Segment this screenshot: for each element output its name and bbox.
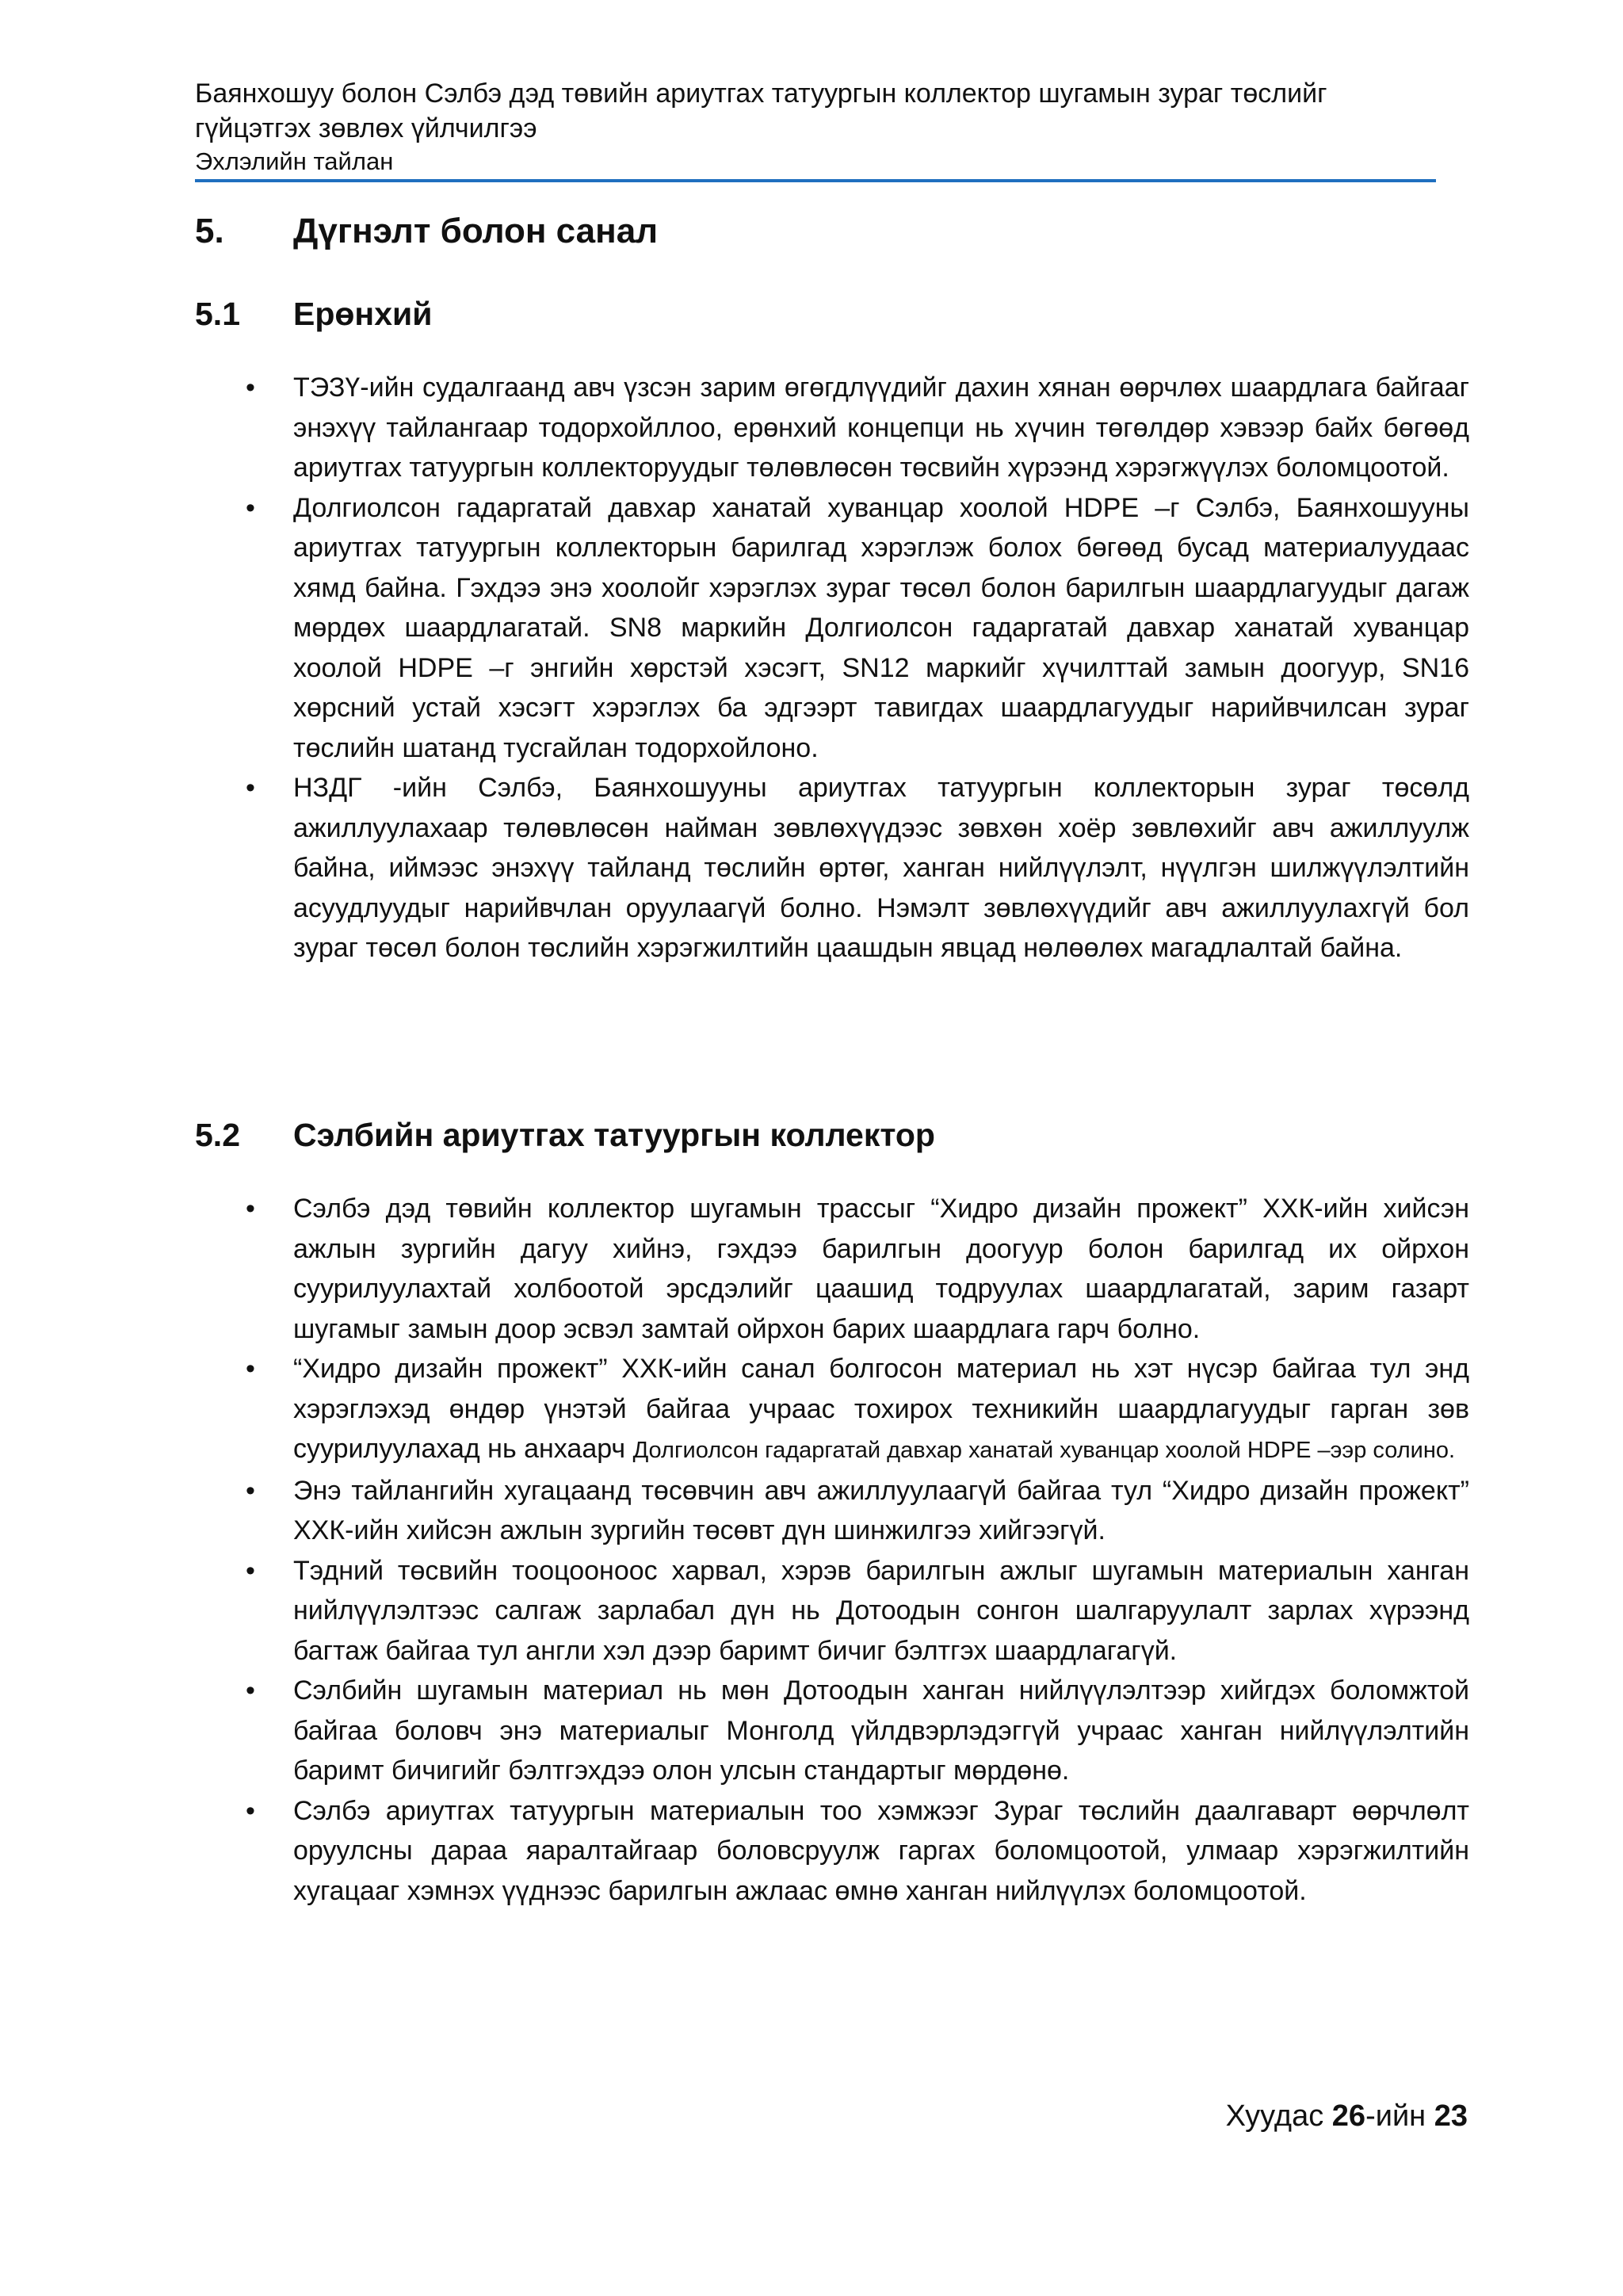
list-item-small-text: Долгиолсон гадаргатай давхар ханатай хуванцар хоолой HDPE –ээр солино. xyxy=(632,1438,1456,1463)
section-5-1-number: 5.1 xyxy=(195,296,240,332)
page-number-footer xyxy=(1226,2096,1468,2136)
list-item xyxy=(246,1551,1469,1671)
list-item-text: НЗДГ -ийн Сэлбэ, Баянхошууны ариутгах татуургын коллекторын зураг төсөлд ажиллуулахаар төлөвлөсөн найман зөвлөхүүдээс зөвхөн хоёр зөвлөхийг авч ажиллуулж байна, иймээс энэхүү тайланд төслийн өртөг, ханган нийлүүлэлт, нүүлгэн шилжүүлэлтийн асуудлуудыг нарийвчлан оруулаагүй болно. Нэмэлт зөвлөхүүдийг авч ажиллуулахгүй бол зураг төсөл болон төслийн хэрэгжилтийн цаашдын явцад нөлөөлөх магадлалтай байна. xyxy=(293,773,1469,963)
header-title-line-2: гүйцэтгэх зөвлөх үйлчилгээ xyxy=(195,113,537,143)
section-5-1-title: Ерөнхий xyxy=(293,296,433,332)
list-item xyxy=(246,488,1469,769)
header-title-line-1: Баянхошуу болон Сэлбэ дэд төвийн ариутгах татуургын коллектор шугамын зураг төслийг xyxy=(195,78,1327,109)
list-item xyxy=(246,1791,1469,1912)
bullet-icon: • xyxy=(246,372,255,403)
bullet-icon: • xyxy=(246,492,255,523)
footer-current-page: 26 xyxy=(1331,2099,1366,2133)
footer-prefix: Хуудас xyxy=(1225,2099,1332,2133)
list-item xyxy=(246,1349,1469,1471)
list-item-text: Долгиолсон гадаргатай давхар ханатай хуванцар хоолой HDPE –г Сэлбэ, Баянхошууны ариутгах татуургын коллекторын барилгад хэрэглэж болох бөгөөд бусад материалуудаас хямд байна. Гэхдээ энэ хоолойг хэрэглэх зураг төсөл болон барилгын шаардлагуудыг дагаж мөрдөх шаардлагатай. SN8 маркийн Долгиолсон гадаргатай давхар ханатай хуванцар хоолой HDPE –г энгийн хөрстэй хэсэгт, SN12 маркийг хүчилттай замын доогуур, SN16 хөрсний устай хэсэгт хэрэглэх ба эдгээрт тавигдах шаардлагуудыг нарийвчилсан зураг төслийн шатанд тусгайлан тодорхойлоно. xyxy=(293,492,1469,763)
list-item xyxy=(246,768,1469,968)
section-5-2-heading xyxy=(195,1113,935,1157)
header-divider xyxy=(195,179,1436,182)
section-5-1-bullet-list xyxy=(246,368,1469,968)
bullet-icon: • xyxy=(246,1475,255,1506)
section-5-number: 5. xyxy=(195,212,224,250)
list-item xyxy=(246,368,1469,488)
footer-middle: -ийн xyxy=(1365,2099,1434,2133)
section-5-2-number: 5.2 xyxy=(195,1117,240,1153)
section-5-2-title: Сэлбийн ариутгах татуургын коллектор xyxy=(293,1117,935,1153)
bullet-icon: • xyxy=(246,1354,255,1384)
bullet-icon: • xyxy=(246,773,255,803)
footer-total-pages: 23 xyxy=(1434,2099,1468,2133)
header-subtitle: Эхлэлийн тайлан xyxy=(195,147,394,175)
list-item-text: Сэлбийн шугамын материал нь мөн Дотоодын ханган нийлүүлэлтээр хийгдэх боломжтой байгаа боловч энэ материалыг Монголд үйлдвэрлэдэггүй учраас ханган нийлүүлэлтийн баримт бичигийг бэлтгэхдээ олон улсын стандартыг мөрдөнө. xyxy=(293,1675,1469,1786)
list-item-text: Сэлбэ дэд төвийн коллектор шугамын трассыг “Хидро дизайн прожект” ХХК-ийн хийсэн ажлын зургийн дагуу хийнэ, гэхдээ барилгын доогуур болон барилгад их ойрхон суурилуулахтай холбоотой эрсдэлийг цаашид тодруулах шаардлагатай, зарим газарт шугамыг замын доор эсвэл замтай ойрхон барих шаардлага гарч болно. xyxy=(293,1194,1469,1344)
bullet-icon: • xyxy=(246,1194,255,1224)
list-item xyxy=(246,1189,1469,1349)
section-5-2-bullet-list xyxy=(246,1189,1469,1911)
bullet-icon: • xyxy=(246,1555,255,1586)
section-5-heading xyxy=(195,208,658,255)
list-item xyxy=(246,1471,1469,1551)
page-header xyxy=(195,76,1436,178)
list-item-text: Тэдний төсвийн тооцооноос харвал, хэрэв барилгын ажлыг шугамын материалын ханган нийлүүлэлтээс салгаж зарлабал дүн нь Дотоодын сонгон шалгаруулалт зарлах хүрээнд багтаж байгаа тул англи хэл дээр баримт бичиг бэлтгэх шаардлагагүй. xyxy=(293,1555,1469,1666)
list-item-text: “Хидро дизайн прожект” ХХК-ийн санал болгосон материал нь хэт нүсэр байгаа тул энд хэрэглэхэд өндөр үнэтэй байгаа учраас тохирох техникийн шаардлагуудыг гарган зөв суурилуулахад нь анхаарч xyxy=(293,1354,1469,1464)
bullet-icon: • xyxy=(246,1795,255,1826)
list-item-text: ТЭЗҮ-ийн судалгаанд авч үзсэн зарим өгөгдлүүдийг дахин хянан өөрчлөх шаардлага байгааг энэхүү тайлангаар тодорхойллоо, ерөнхий концепци нь хүчин төгөлдөр хэвээр байх бөгөөд ариутгах татуургын коллекторуудыг төлөвлөсөн төсвийн хүрээнд хэрэгжүүлэх боломцоотой. xyxy=(293,372,1469,483)
bullet-icon: • xyxy=(246,1675,255,1706)
list-item xyxy=(246,1671,1469,1791)
list-item-text: Сэлбэ ариутгах татуургын материалын тоо хэмжээг Зураг төслийн даалгаварт өөрчлөлт оруулсны дараа яаралтайгаар боловсруулж гаргах боломцоотой, улмаар хэрэгжилтийн хугацааг хэмнэх үүднээс барилгын ажлаас өмнө ханган нийлүүлэх боломцоотой. xyxy=(293,1795,1469,1906)
list-item-text: Энэ тайлангийн хугацаанд төсөвчин авч ажиллуулаагүй байгаа тул “Хидро дизайн прожект” ХХК-ийн хийсэн ажлын зургийн төсөвт дүн шинжилгээ хийгээгүй. xyxy=(293,1475,1469,1545)
section-5-1-heading xyxy=(195,292,432,336)
section-5-title: Дүгнэлт болон санал xyxy=(293,212,659,250)
